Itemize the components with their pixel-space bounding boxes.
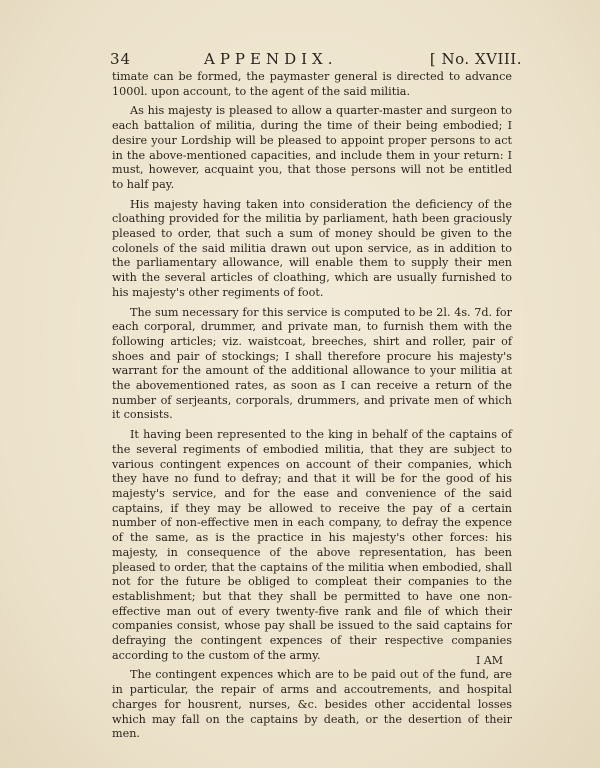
running-title: APPENDIX.	[204, 50, 338, 68]
catchword: I AM	[476, 654, 504, 667]
body-text	[112, 70, 512, 747]
section-label: [ No. XVIII.	[429, 50, 522, 68]
paragraph: The contingent expences which are to be paid out of the fund, are in particular, the repair of arms and accoutrements, and hospital charges for housrent, nurses, &c. besides other accidental losses which may fall on the captains by death, or the desertion of their men.	[112, 668, 512, 741]
paragraph: timate can be formed, the paymaster general is directed to advance 1000l. upon account, to the agent of the said militia.	[112, 70, 512, 98]
page-number: 34	[110, 50, 132, 68]
page-header	[110, 50, 522, 72]
paragraph: As his majesty is pleased to allow a quarter-master and surgeon to each battalion of militia, during the time of their being embodied; I desire your Lordship will be pleased to appoint proper persons to act in the above-mentioned capacities, and include them in your return: I must, however, acquaint you, that those persons will not be entitled to half pay.	[112, 104, 512, 191]
paragraph: It having been represented to the king in behalf of the captains of the several regiments of embodied militia, that they are subject to various contingent expences on account of their companies, which they have no fund to defray; and that it will be for the good of his majesty's service, and for the ease and convenience of the said captains, if they may be allowed to receive the pay of a certain number of non-effective men in each company, to defray the expence of the same, as is the practice in his majesty's other forces: his majesty, in consequence of the above representation, has been pleased to order, that the captains of the militia when embodied, shall not for the future be obliged to compleat their companies to the establishment; but that they shall be permitted to have one non-effective man out of every twenty-five rank and file of which their companies consist, whose pay shall be issued to the said captains for defraying the contingent expences of their respective companies according to the custom of the army.	[112, 428, 512, 662]
paragraph: His majesty having taken into consideration the deficiency of the cloathing provided for the militia by parliament, hath been graciously pleased to order, that such a sum of money should be given to the colonels of the said militia drawn out upon service, as in addition to the parliamentary allowance, will enable them to supply their men with the several articles of cloathing, which are usually furnished to his majesty's other regiments of foot.	[112, 197, 512, 299]
paragraph: The sum necessary for this service is computed to be 2l. 4s. 7d. for each corporal, drummer, and private man, to furnish them with the following articles; viz. waistcoat, breeches, shirt and roller, pair of shoes and pair of stockings; I shall therefore procure his majesty's warrant for the amount of the additional allowance to your militia at the abovementioned rates, as soon as I can receive a return of the number of serjeants, corporals, drummers, and private men of which it consists.	[112, 305, 512, 422]
